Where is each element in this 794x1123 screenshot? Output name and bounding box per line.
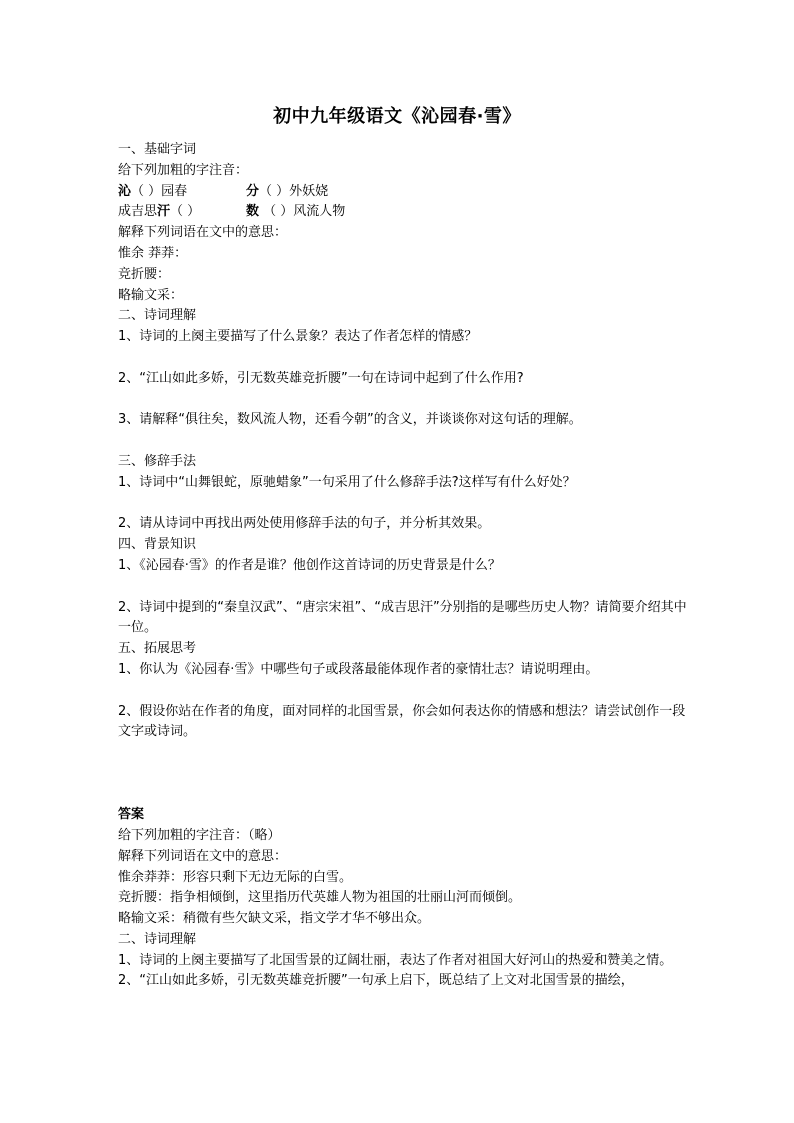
- pinyin-prefix-text: 成吉思: [118, 204, 158, 220]
- word-item: 略输文采：: [118, 287, 184, 303]
- pinyin-blank-text: （ ）风流人物: [259, 204, 346, 220]
- question: 2、“江山如此多娇，引无数英雄竞折腰”一句在诗词中起到了什么作用?: [118, 370, 524, 386]
- question: 1、诗词的上阕主要描写了什么景象？表达了作者怎样的情感？: [118, 329, 478, 345]
- answer-item: 2、“江山如此多娇，引无数英雄竞折腰”一句承上启下，既总结了上文对北国雪景的描绘，: [118, 973, 634, 989]
- question: 2、假设你站在作者的角度，面对同样的北国雪景，你会如何表达你的情感和想法？请尝试创作一段文字或诗词。: [118, 703, 686, 740]
- page-title: 初中九年级语文《沁园春·雪》: [273, 106, 521, 127]
- question: 1、你认为《沁园春·雪》中哪些句子或段落最能体现作者的豪情壮志？请说明理由。: [118, 661, 599, 677]
- answer-item: 竞折腰：指争相倾倒，这里指历代英雄人物为祖国的壮丽山河而倾倒。: [118, 890, 522, 906]
- question: 2、诗词中提到的“秦皇汉武”、“唐宗宋祖”、“成吉思汗”分别指的是哪些历史人物？请简要介绍其中一位。: [118, 599, 687, 636]
- word-item: 惟余 莽莽：: [118, 245, 188, 261]
- answers-heading: 答案: [118, 807, 145, 823]
- pinyin-row-1: [118, 182, 688, 203]
- pinyin-prompt: 给下列加粗的字注音：: [118, 162, 249, 178]
- answer-section-heading: 二、诗词理解: [118, 931, 197, 947]
- answer-item: 给下列加粗的字注音：（略）: [118, 827, 281, 843]
- bold-char: 汗: [157, 204, 171, 220]
- answer-item: 解释下列词语在文中的意思：: [118, 848, 288, 864]
- section-heading-extension: 五、拓展思考: [118, 641, 197, 657]
- answer-item: 惟余莽莽：形容只剩下无边无际的白雪。: [118, 869, 353, 885]
- question: 1、《沁园春·雪》的作者是谁？他创作这首诗词的历史背景是什么？: [118, 557, 501, 573]
- pinyin-blank-text: （ ）: [170, 204, 201, 220]
- question: 1、诗词中“山舞银蛇，原驰蜡象”一句采用了什么修辞手法?这样写有什么好处？: [118, 474, 576, 490]
- document-body: [118, 140, 688, 992]
- answer-item: 略输文采：稍微有些欠缺文采，指文学才华不够出众。: [118, 911, 431, 927]
- answer-item: 1、诗词的上阕主要描写了北国雪景的辽阔壮丽，表达了作者对祖国大好河山的热爱和赞美之情。: [118, 952, 673, 968]
- question: 2、请从诗词中再找出两处使用修辞手法的句子，并分析其效果。: [118, 516, 491, 532]
- word-item: 竞折腰：: [118, 266, 171, 282]
- question: 3、请解释“俱往矣，数风流人物，还看今朝”的含义，并谈谈你对这句话的理解。: [118, 412, 582, 428]
- bold-char: 数: [246, 204, 260, 220]
- section-heading-background: 四、背景知识: [118, 537, 197, 553]
- explain-prompt: 解释下列词语在文中的意思：: [118, 225, 288, 241]
- pinyin-blank-text: （ ）外妖娆: [259, 183, 329, 199]
- section-heading-basics: 一、基础字词: [118, 142, 197, 157]
- section-heading-understanding: 二、诗词理解: [118, 308, 197, 324]
- section-heading-rhetoric: 三、修辞手法: [118, 453, 197, 469]
- pinyin-row-2: [118, 202, 688, 223]
- pinyin-blank-text: （ ）园春: [131, 183, 188, 199]
- bold-char: 分: [246, 183, 260, 199]
- bold-char: 沁: [118, 183, 132, 199]
